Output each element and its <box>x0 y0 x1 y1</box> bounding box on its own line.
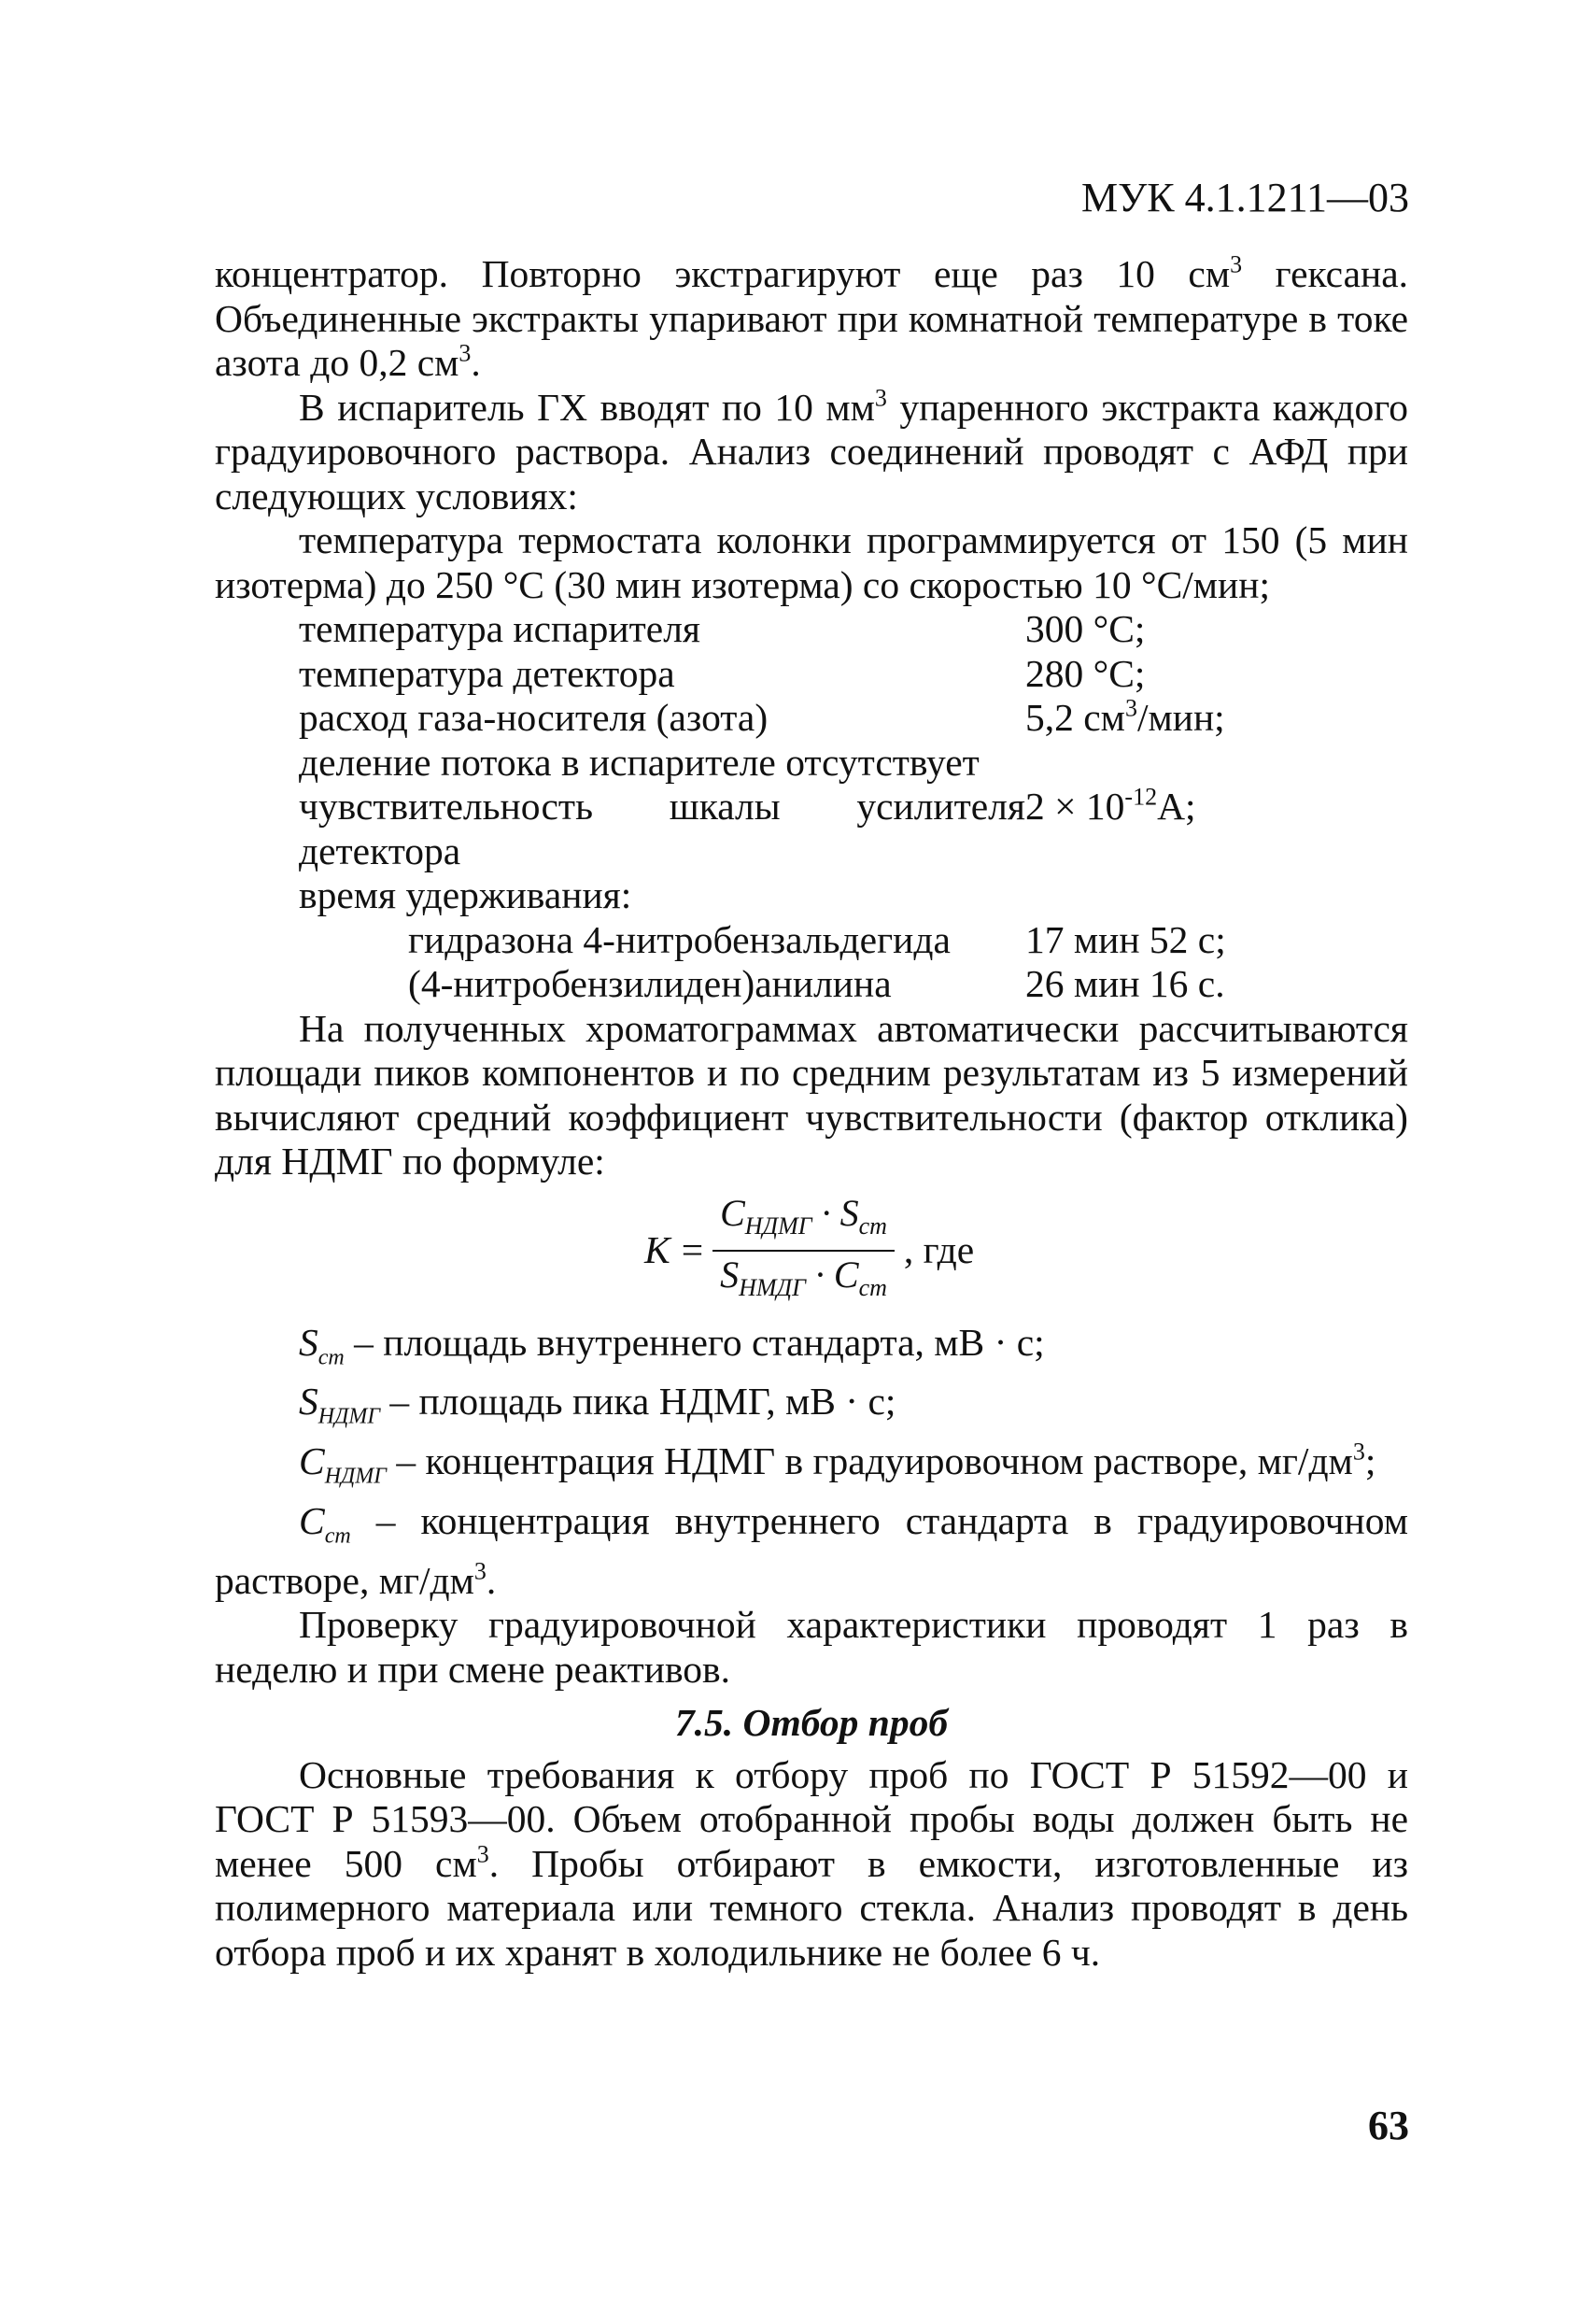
response-factor-formula: K = $\frac{C_{НДМГ} \cdot S_{ст}}{S_{НМДГ} \cdot C_{ст}}$ , где <box>215 1196 1408 1306</box>
paragraph-chromatograms: На полученных хроматограммах автоматически рассчитываются площади пиков компонентов и по средним результатам из 5 измерений вычисляют средний коэффициент чувствительности (фактор отклика) для НДМГ по формуле: <box>215 1006 1408 1183</box>
paragraph-sampling: Основные требования к отбору проб по ГОСТ Р 51592—00 и ГОСТ Р 51593—00. Объем отобранной пробы воды должен быть не менее 500 $см^3$. Пробы отбирают в емкости, изготовленные из полимерного материала или темного стекла. Анализ проводят в день отбора проб и их хранят в холодильнике не более 6 ч. <box>215 1752 1409 1974</box>
condition-row: расход газа-носителя (азота) 5,2 $см^3$/мин; <box>299 694 1225 739</box>
formula-fraction <box>712 1190 895 1311</box>
condition-row: температура детектора 280 °С; <box>299 651 1146 695</box>
condition-row: деление потока в испарителе отсутствует <box>299 740 980 784</box>
paragraph-calibration-check: Проверку градуировочной характеристики проводят 1 раз в неделю и при смене реактивов. <box>215 1603 1408 1691</box>
document-body <box>215 252 1408 1975</box>
section-title: 7.5. Отбор проб <box>674 1701 949 1745</box>
paragraph-injection: В испаритель ГХ вводят по 10 $мм^3$ упаренного экстракта каждого градуировочного раствора. Анализ соединений проводят с АФД при следующих условиях: <box>215 383 1408 517</box>
condition-row: гидразона 4-нитробензальдегида 17 мин 52 с; <box>408 917 1226 961</box>
condition-row: чувствительность шкалы усилителя детектора $2 \times 10^{-12}А$; <box>299 783 1196 872</box>
paragraph-extraction: концентратор. Повторно экстрагируют еще раз 10 $см^3$ гексана. Объединенные экстракты упаривают при комнатной температуре в токе азота до 0,2 $см^3$. <box>215 250 1409 384</box>
definition-item: $S_{ст}$ – площадь внутреннего стандарта, мВ · с; <box>299 1320 1045 1369</box>
condition-row: (4-нитробензилиден)анилина 26 мин 16 с. <box>408 962 1225 1005</box>
document-header: МУК 4.1.1211—03 <box>1081 175 1409 220</box>
conditions-list <box>215 607 1408 1007</box>
paragraph-column-temperature: температура термостата колонки программируется от 150 (5 мин изотерма) до 250 °С (30 мин изотерма) со скоростью 10 °С/мин; <box>215 518 1408 606</box>
page-number: 63 <box>1368 2103 1409 2148</box>
formula-denominator: $S_{НМДГ} \cdot C_{ст}$ <box>720 1253 887 1301</box>
definition-item: $S_{НДМГ}$ – площадь пика НДМГ, мВ · с; <box>299 1380 896 1429</box>
definition-item: $C_{ст}$ – концентрация внутреннего стандарта в градуировочном растворе, $мг/дм^3$. <box>215 1498 1408 1602</box>
formula-numerator: $C_{НДМГ} \cdot S_{ст}$ <box>712 1190 895 1252</box>
condition-row: температура испарителя 300 °С; <box>299 607 1146 650</box>
formula-definitions <box>215 1321 1408 1604</box>
definition-item: $C_{НДМГ}$ – концентрация НДМГ в градуировочном растворе, $мг/дм^3$; <box>299 1438 1376 1489</box>
condition-row: время удерживания: <box>299 873 632 916</box>
